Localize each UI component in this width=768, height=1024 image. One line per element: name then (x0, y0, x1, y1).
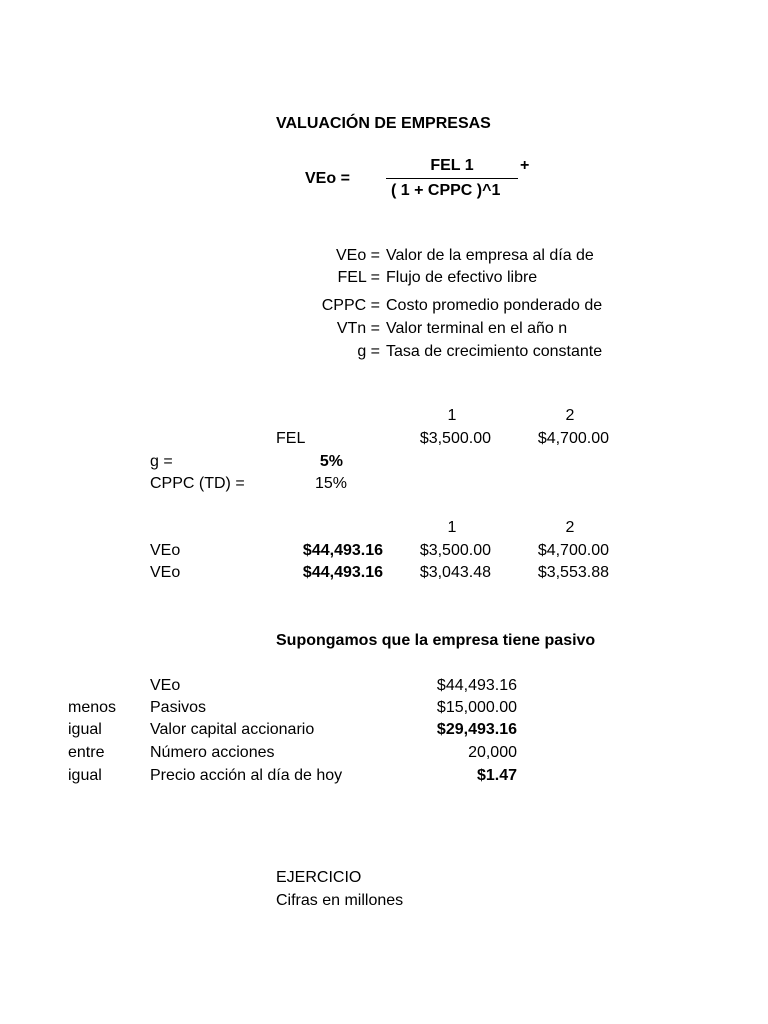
definition-desc: Valor terminal en el año n (386, 320, 568, 337)
equity-value: $1.47 (476, 767, 517, 784)
year-header: 2 (565, 407, 575, 424)
fel-value: $4,700.00 (537, 430, 609, 447)
definition-desc: Flujo de efectivo libre (386, 269, 538, 286)
formula-plus: + (520, 157, 530, 174)
exercise-title: EJERCICIO (276, 869, 362, 886)
equity-op: igual (68, 721, 102, 738)
row-value: $3,553.88 (537, 564, 609, 581)
row-total: $44,493.16 (302, 564, 383, 581)
row-value: $4,700.00 (537, 542, 609, 559)
equity-label: Precio acción al día de hoy (150, 767, 343, 784)
equity-op: igual (68, 767, 102, 784)
row-value: $3,043.48 (419, 564, 491, 581)
definition-desc: Tasa de crecimiento constante (386, 343, 603, 360)
equity-value: $15,000.00 (436, 699, 517, 716)
definition-desc: Costo promedio ponderado de (386, 297, 603, 314)
exercise-subtitle: Cifras en millones (276, 892, 404, 909)
param-label: g = (150, 453, 173, 470)
formula-denominator: ( 1 + CPPC )^1 (391, 182, 501, 199)
fel-value: $3,500.00 (419, 430, 491, 447)
definition-desc: Valor de la empresa al día de (386, 247, 594, 264)
year-header: 2 (565, 519, 575, 536)
param-value: 5% (319, 453, 343, 470)
definition-term: CPPC = (321, 297, 380, 314)
equity-label: Valor capital accionario (150, 721, 315, 738)
equity-value: $44,493.16 (436, 677, 517, 694)
page-title: VALUACIÓN DE EMPRESAS (276, 115, 491, 132)
formula-numerator: FEL 1 (430, 157, 474, 174)
row-value: $3,500.00 (419, 542, 491, 559)
definition-term: FEL = (337, 269, 380, 286)
equity-value: 20,000 (468, 744, 517, 761)
row-label: VEo (150, 564, 181, 581)
equity-label: VEo (150, 677, 181, 694)
year-header: 1 (447, 407, 457, 424)
equity-value: $29,493.16 (436, 721, 517, 738)
equity-op: menos (68, 699, 117, 716)
row-label: VEo (150, 542, 181, 559)
definition-term: VTn = (336, 320, 380, 337)
equity-label: Pasivos (150, 699, 207, 716)
fel-label: FEL (276, 430, 306, 447)
formula-lhs: VEo = (305, 170, 350, 187)
equity-label: Número acciones (150, 744, 275, 761)
param-value: 15% (314, 475, 347, 492)
fraction-line (386, 178, 518, 179)
row-total: $44,493.16 (302, 542, 383, 559)
definition-term: g = (357, 343, 380, 360)
definition-term: VEo = (335, 247, 380, 264)
equity-op: entre (68, 744, 105, 761)
assumption-heading: Supongamos que la empresa tiene pasivo (276, 632, 596, 649)
year-header: 1 (447, 519, 457, 536)
param-label: CPPC (TD) = (150, 475, 245, 492)
